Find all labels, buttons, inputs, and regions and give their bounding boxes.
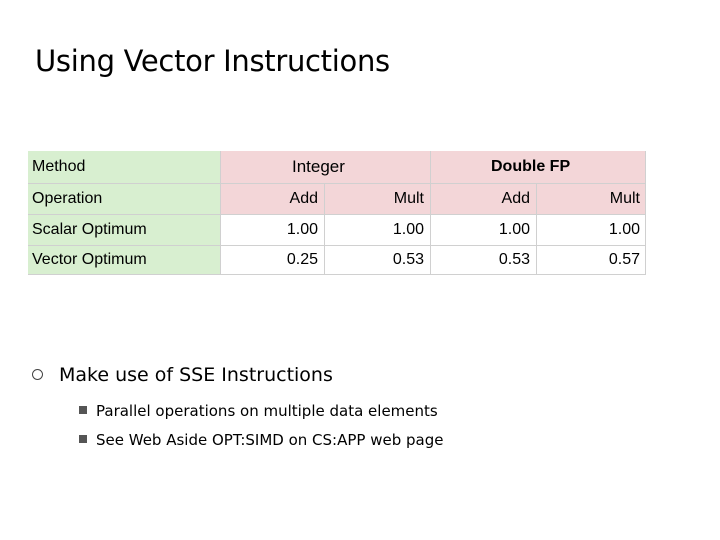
row-label-scalar: Scalar Optimum [28, 214, 220, 245]
square-bullet-icon [79, 435, 87, 443]
scalar-int-mult: 1.00 [392, 220, 424, 238]
vector-fp-add: 0.53 [498, 251, 530, 268]
vector-fp-mult: 0.57 [608, 251, 640, 268]
grid-line [220, 151, 221, 275]
sub-bullet-text: See Web Aside OPT:SIMD on CS:APP web page [96, 431, 444, 449]
grid-line [536, 183, 537, 275]
op-fp-mult: Mult [536, 183, 646, 214]
op-int-mult: Mult [324, 183, 430, 214]
grid-line [324, 183, 325, 275]
header-double-fp: Double FP [491, 158, 571, 175]
row-label-operation: Operation [28, 183, 220, 214]
sub-bullet-text: Parallel operations on multiple data elements [96, 402, 438, 420]
grid-line [28, 183, 646, 184]
performance-table [28, 151, 646, 275]
header-integer: Integer [292, 157, 345, 176]
hollow-circle-bullet-icon [32, 369, 43, 380]
grid-line [28, 245, 646, 246]
bullet-main-text: Make use of SSE Instructions [59, 364, 333, 386]
scalar-fp-mult: 1.00 [608, 220, 640, 238]
header-groups [220, 151, 646, 183]
grid-line [430, 151, 431, 275]
op-int-add: Add [220, 183, 324, 214]
slide-title: Using Vector Instructions [35, 44, 390, 78]
square-bullet-icon [79, 406, 87, 414]
vector-int-add: 0.25 [286, 251, 318, 268]
header-method [28, 151, 220, 183]
op-fp-add: Add [430, 183, 536, 214]
grid-line [28, 274, 646, 275]
vector-int-mult: 0.53 [392, 251, 424, 268]
scalar-int-add: 1.00 [286, 220, 318, 238]
grid-line [645, 151, 646, 275]
scalar-fp-add: 1.00 [498, 220, 530, 238]
header-method-label: Method [32, 158, 86, 175]
grid-line [28, 214, 646, 215]
row-label-vector: Vector Optimum [28, 245, 220, 275]
